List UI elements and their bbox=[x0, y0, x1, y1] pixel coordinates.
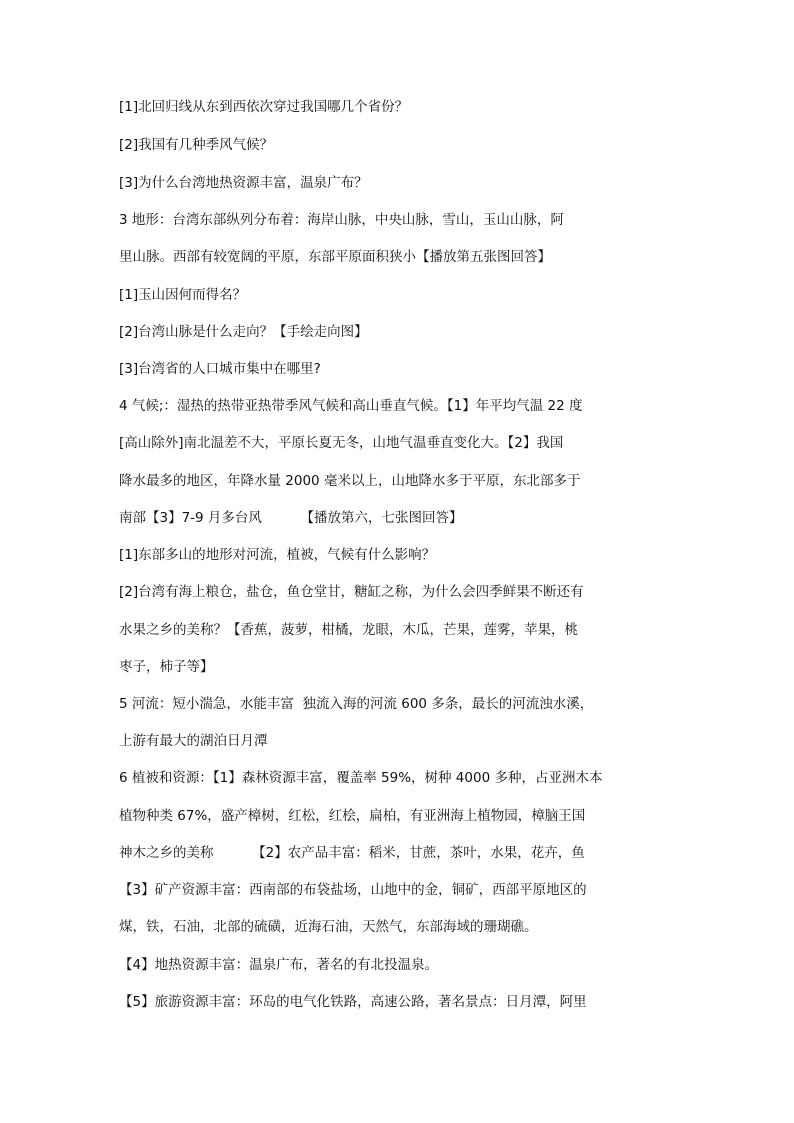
text-line: 煤，铁，石油，北部的硫磺，近海石油，天然气，东部海域的珊瑚礁。 bbox=[119, 919, 538, 935]
text-line: [1]北回归线从东到西依次穿过我国哪几个省份？ bbox=[119, 99, 409, 115]
text-line: 【5】旅游资源丰富：环岛的电气化铁路，高速公路，著名景点：日月潭，阿里 bbox=[119, 994, 587, 1010]
text-line: 植物种类 67%，盛产樟树，红松，红桧，扁柏，有亚洲海上植物园，樟脑王国 bbox=[119, 808, 586, 824]
text-line: [2]台湾山脉是什么走向？【手绘走向图】 bbox=[119, 324, 368, 340]
text-line: 【3】矿产资源丰富：西南部的布袋盐场，山地中的金，铜矿，西部平原地区的 bbox=[119, 882, 587, 898]
text-line: [2]台湾有海上粮仓，盐仓，鱼仓堂甘，糖缸之称，为什么会四季鲜果不断还有 bbox=[119, 584, 584, 600]
text-line: 5 河流：短小湍急，水能丰富 独流入海的河流 600 多条，最长的河流浊水溪， bbox=[119, 696, 594, 712]
text-line: [3]为什么台湾地热资源丰富，温泉广布？ bbox=[119, 175, 368, 191]
text-line: [1]东部多山的地形对河流，植被，气候有什么影响？ bbox=[119, 547, 436, 563]
text-line: 里山脉。西部有较宽阔的平原，东部平原面积狭小【播放第五张图回答】 bbox=[119, 249, 551, 265]
text-line: 水果之乡的美称？【香蕉，菠萝，柑橘，龙眼，木瓜，芒果，莲雾，苹果，桃 bbox=[119, 622, 578, 638]
text-line: [2]我国有几种季风气候？ bbox=[119, 137, 274, 153]
text-line: 降水最多的地区，年降水量 2000 毫米以上，山地降水多于平原，东北部多于 bbox=[119, 473, 581, 489]
text-line: 上游有最大的湖泊日月潭 bbox=[119, 733, 268, 749]
text-line: [1]玉山因何而得名？ bbox=[119, 287, 247, 303]
text-line: 南部【3】7-9 月多台风 【播放第六，七张图回答】 bbox=[119, 510, 463, 526]
text-line: [高山除外]南北温差不大，平原长夏无冬，山地气温垂直变化大。【2】我国 bbox=[119, 435, 564, 451]
text-line: 3 地形：台湾东部纵列分布着：海岸山脉，中央山脉，雪山，玉山山脉，阿 bbox=[119, 212, 564, 228]
text-line: [3]台湾省的人口城市集中在哪里? bbox=[119, 361, 321, 377]
text-line: 枣子，柿子等】 bbox=[119, 659, 214, 675]
text-line: 神木之乡的美称 【2】农产品丰富：稻米，甘蔗，茶叶，水果，花卉，鱼 bbox=[119, 845, 585, 861]
text-line: 【4】地热资源丰富：温泉广布，著名的有北投温泉。 bbox=[119, 957, 439, 973]
text-line: 4 气候;：湿热的热带亚热带季风气候和高山垂直气候。【1】年平均气温 22 度 bbox=[119, 398, 583, 414]
text-line: 6 植被和资源：【1】森林资源丰富，覆盖率 59%，树种 4000 多种，占亚洲木本 bbox=[119, 770, 603, 786]
